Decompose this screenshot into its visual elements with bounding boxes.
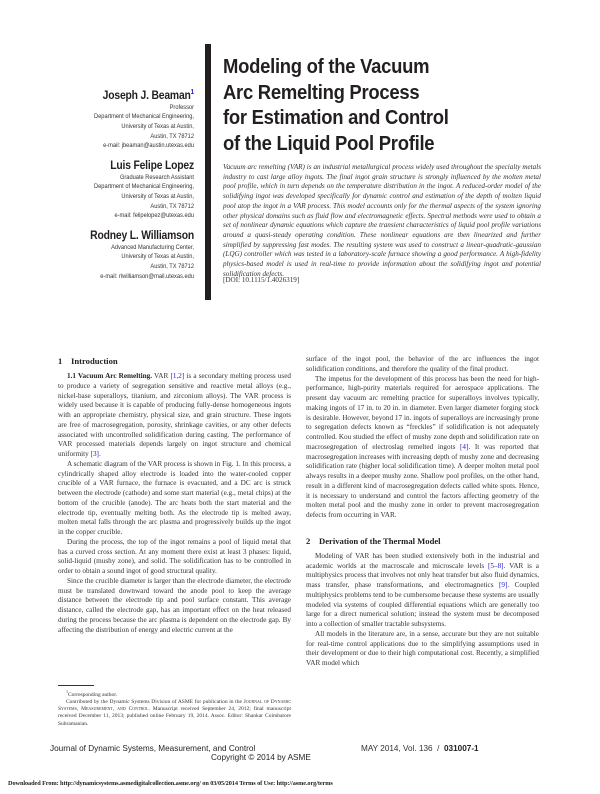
paragraph xyxy=(306,375,539,521)
text: A schematic diagram of the VAR process is shown in Fig. xyxy=(67,459,236,468)
text: Modeling of VAR has been studied extensively both in the industrial and academic worlds at the macroscale and microscale levels xyxy=(306,551,539,570)
author-title: Professor xyxy=(169,103,194,111)
paragraph xyxy=(58,372,291,460)
issue-text: MAY 2014, Vol. 136 / xyxy=(361,744,444,753)
text: . In this process, a cylindrically shaped alloy electrode is loaded into the water-cooled copper crucible of a VAR furnace, the furnace is evacuated, and a DC arc is struck between the electrode (cathode) and some start material (e.g., metal chips) at the bottom of the crucible (anode). The arc heats both the start material and the electrode tip, eventually melting both. As the electrode tip is melted away, molten metal falls through the arc plasma and progressively builds up the ingot in the copper crucible. xyxy=(58,459,291,536)
author-title: Graduate Research Assistant xyxy=(119,173,194,181)
author-address: Austin, TX 78712 xyxy=(150,262,194,270)
author-name: Luis Felipe Lopez xyxy=(110,159,194,172)
paragraph: surface of the ingot pool, the behavior of the arc influences the ingot solidification conditions, and therefore the quality of the final product. xyxy=(306,355,539,373)
footnote-corresponding xyxy=(58,688,291,699)
title-divider-bar xyxy=(205,44,211,300)
author-email: e-mail: jbeaman@austin.utexas.edu xyxy=(103,142,194,150)
footnotes xyxy=(58,688,291,728)
footnote-mark: 1 xyxy=(66,689,68,694)
title-line: of the Liquid Pool Profile xyxy=(223,131,435,155)
abstract: Vacuum arc remelting (VAR) is an industrial metallurgical process widely used throughout the specialty metals industry to cast large alloy ingots. The final ingot grain structure is strongly influenced by the molten metal pool profile, which in turn depends on the temperature distribution in the ingot. A reduced-order model of the solidifying ingot was developed specifically for dynamic control and estimation of the depth of molten liquid pool atop the ingot in a VAR process. This model accounts only for the thermal aspects of the system ignoring other physical domains such as fluid flow and electromagnetic effects. Spectral methods were used to obtain a set of nonlinear dynamic equations which capture the transient characteristics of liquid pool profile variations around a quasi-steady operating condition. These nonlinear equations are then linearized and further simplified by suppressing fast modes. The resulting system was used to construct a linear-quadratic-gaussian (LQG) controller which was tested in a laboratory-scale furnace showing a good performance. A high-fidelity physics-based model is used in real-time to provide information about the solidifying ingot and potential solidification defects. xyxy=(223,163,541,278)
page-number: 031007-1 xyxy=(444,744,479,753)
paragraph: During the process, the top of the ingot remains a pool of liquid metal that has a curved cross section. At any moment there exist at least 3 phases: liquid, solid-liquid (mushy zone), and solid. The solidification has to be controlled in order to obtain a sound ingot of good structural quality. xyxy=(58,537,291,575)
body-column-right xyxy=(306,355,539,669)
footer-issue-info xyxy=(361,744,479,753)
author-department: Department of Mechanical Engineering, xyxy=(94,113,194,121)
citation-link[interactable]: [5–8] xyxy=(488,561,504,570)
footnote-contributed xyxy=(58,699,291,728)
paragraph: Since the crucible diameter is larger than the electrode diameter, the electrode must be translated downward toward the anode pool to keep the average distance between the electrode tip and pool surface constant. This average distance, called the electrode gap, has an important effect on the heat released during the process because the arc plasma is dependent on the electrode gap. By affecting the distribution of energy and electric current at the xyxy=(58,576,291,634)
text: VAR xyxy=(154,372,171,380)
citation-link[interactable]: [9] xyxy=(498,581,508,589)
author-block xyxy=(0,86,194,289)
section-number: 1 xyxy=(58,356,63,366)
text: . xyxy=(98,450,101,458)
text: . VAR is a multiphysics process that involves not only heat transfer but also fluid dynamics, mass transfer, phase transformations, and electromagnetics xyxy=(306,561,539,589)
paper-title xyxy=(223,54,547,156)
author-name xyxy=(19,86,194,103)
paragraph: All models in the literature are, in a sense, accurate but they are not suitable for real-time control applications due to the simplifying assumptions used in their development or due to their high computational cost. Recently, a simplified VAR model which xyxy=(306,629,539,667)
figure-link[interactable]: 1 xyxy=(235,459,239,468)
author-williamson xyxy=(0,229,194,281)
text: Contributed by the Dynamic Systems Division of ASME for publication in the xyxy=(66,699,244,706)
section-heading-introduction xyxy=(58,355,291,367)
section-title: Derivation of the Thermal Model xyxy=(319,535,441,546)
section-number: 2 xyxy=(306,535,311,546)
section-heading-thermal-model xyxy=(306,535,539,547)
title-line: Arc Remelting Process xyxy=(223,80,420,104)
text: . It was reported that macrosegregation increases with increasing depth of mushy zone and decreasing solidification rate (higher local solidification time). A deeper molten metal pool always results in a deeper mushy zone. Shallow pool profiles, on the other hand, result in a different kind of macrosegregation defects called white spots. Hence, it is necessary to understand and control the factors affecting geometry of the molten metal pool and the mushy zone in order to prevent macrosegregation defects from occurring in VAR. xyxy=(306,442,539,519)
citation-link[interactable]: [1,2] xyxy=(170,372,185,380)
doi: [DOI: 10.1115/1.4026319] xyxy=(223,276,300,284)
text: Corresponding author. xyxy=(68,691,118,698)
subsection-heading: 1.1 Vacuum Arc Remelting. xyxy=(67,372,153,380)
author-address: Austin, TX 78712 xyxy=(150,202,194,210)
author-name: Rodney L. Williamson xyxy=(90,229,194,242)
author-email: e-mail: rlwilliamson@mail.utexas.edu xyxy=(100,272,194,280)
footnote-rule xyxy=(58,685,94,686)
author-name-text: Joseph J. Beaman xyxy=(102,89,191,102)
title-line: Modeling of the Vacuum xyxy=(223,55,430,78)
text: . Coupled multiphysics problems tend to be cumbersome because these systems are usually modeled via systems of coupled differential equations which are generally too large for a direct numerical solution; instead the system must be decomposed into a collection of smaller tractable subsystems. xyxy=(306,581,539,628)
paragraph xyxy=(306,552,539,630)
section-title: Introduction xyxy=(71,356,118,366)
author-university: University of Texas at Austin, xyxy=(121,192,194,200)
author-beaman xyxy=(0,86,194,151)
text: The impetus for the development of this process has been the need for high-performance, high-purity materials required for aerospace applications. The present day vacuum arc remelting practice for superalloys involves typically, making ingots of 17 in. to 20 in. in diameter. Even larger diameter forging stock is desirable. However, beyond 17 in. ingots of superalloys are increasingly prone to segregation defects known as “freckles” if solidification is not adequately controlled. Kou studied the effect of mushy zone depth and solidification rate on macrosegregation of electroslag remelted ingots xyxy=(306,374,539,451)
author-lopez xyxy=(0,159,194,221)
text: is a secondary melting process used to produce a variety of segregation sensitive and reactive metal alloys (e.g., nickel-base superalloys, titanium, and zirconium alloys). The VAR process is widely used because it is capable of producing fully-dense homogeneous ingots with an appropriate chemistry, physical size, and grain structure. These ingots are free of macrosegregation, porosity, shrinkage cavities, or any other defects associated with uncontrolled solidification during casting. The performance of VAR processed materials depends largely on ingot structure and chemical uniformity xyxy=(58,372,291,458)
citation-link[interactable]: [4] xyxy=(460,442,469,451)
text: . Manuscript received September 24, 2012; final manuscript received December 11, 2013; published online February 19, 2014. Assoc. Editor: Shankar Coimbatore Subramanian. xyxy=(58,706,291,727)
author-email: e-mail: felipelopez@utexas.edu xyxy=(114,212,194,220)
footer-journal-name: Journal of Dynamic Systems, Measurement, and Control xyxy=(50,744,256,753)
footnote-mark-link[interactable]: 1 xyxy=(190,89,194,96)
author-university: University of Texas at Austin, xyxy=(121,253,194,261)
journal-name: Journal of Dynamic Systems, Measurement, and Control xyxy=(58,699,291,713)
body-column-left xyxy=(58,355,291,635)
download-notice: Downloaded From: http://dynamicsystems.asmedigitalcollection.asme.org/ on 03/05/2014 Terms of Use: http://asme.org/terms xyxy=(8,780,333,787)
paragraph xyxy=(58,460,291,538)
author-address: Austin, TX 78712 xyxy=(150,132,194,140)
title-line: for Estimation and Control xyxy=(223,106,449,129)
citation-link[interactable]: [3] xyxy=(90,450,99,458)
author-university: University of Texas at Austin, xyxy=(121,123,194,131)
spacer xyxy=(306,521,539,535)
author-department: Department of Mechanical Engineering, xyxy=(94,183,194,191)
author-affiliation: Advanced Manufacturing Center, xyxy=(111,243,194,251)
footer-copyright: Copyright © 2014 by ASME xyxy=(211,753,311,762)
